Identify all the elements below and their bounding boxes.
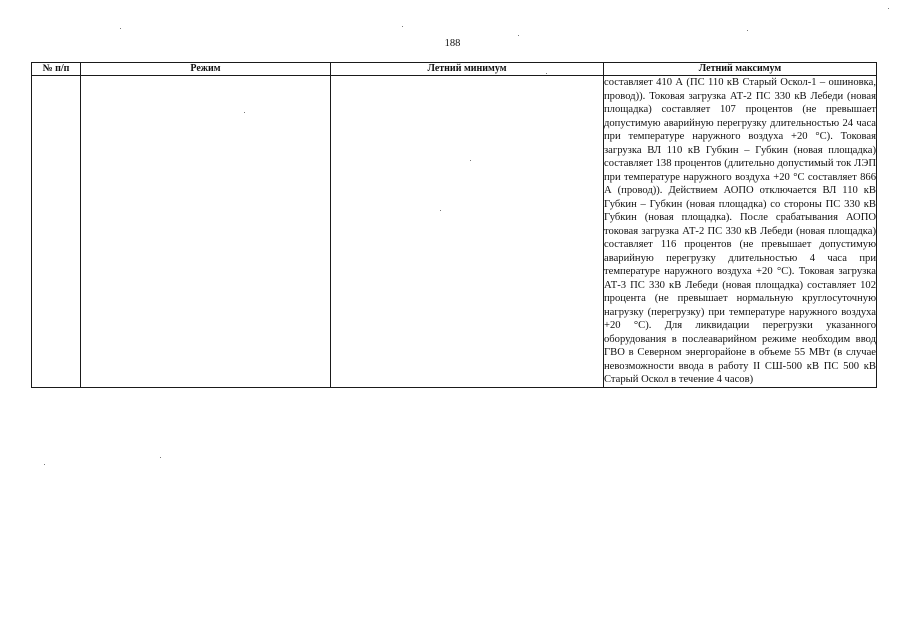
document-table bbox=[31, 62, 877, 388]
scan-speck bbox=[440, 210, 441, 211]
scan-speck bbox=[518, 35, 519, 36]
scan-speck bbox=[747, 30, 748, 31]
header-number: № п/п bbox=[32, 63, 81, 76]
scan-speck bbox=[120, 28, 121, 29]
header-summer-min: Летний минимум bbox=[331, 63, 604, 76]
scan-speck bbox=[44, 464, 45, 465]
table-row bbox=[32, 76, 877, 388]
scan-speck bbox=[402, 26, 403, 27]
scan-speck bbox=[470, 160, 471, 161]
table-header-row bbox=[32, 63, 877, 76]
page-number: 188 bbox=[444, 38, 461, 49]
scan-speck bbox=[888, 8, 889, 9]
cell-summer-max: составляет 410 А (ПС 110 кВ Старый Оскол-1 – ошиновка, провод)). Токовая загрузка АТ-2 ПС 330 кВ Лебеди (новая площадка) составляет 107 процентов (не превышает допустимую аварийную перегрузку длительностью 24 часа при температуре наружного воздуха +20 °С). Токовая загрузка ВЛ 110 кВ Губкин – Губкин (новая площадка) составляет 138 процентов (длительно допустимый ток ЛЭП при температуре наружного воздуха +20 °С составляет 866 А (провод)). Действием АОПО отключается ВЛ 110 кВ Губкин – Губкин (новая площадка) со стороны ПС 330 кВ Губкин (новая площадка). После срабатывания АОПО токовая загрузка АТ-2 ПС 330 кВ Лебеди (новая площадка) составляет 116 процентов (не превышает допустимую аварийную перегрузку длительностью 4 часа при температуре наружного воздуха +20 °С). Токовая загрузка АТ-3 ПС 330 кВ Лебеди (новая площадка) составляет 102 процента (не превышает нормальную круглосуточную нагрузку (перегрузку) при температуре наружного воздуха +20 °С). Для ликвидации перегрузки указанного оборудования в послеаварийном режиме необходим ввод ГВО в Северном энергорайоне в объеме 55 МВт (в случае невозможности ввода в работу II СШ-500 кВ ПС 500 кВ Старый Оскол в течение 4 часов) bbox=[604, 77, 876, 385]
cell-summer-min bbox=[331, 76, 604, 388]
header-summer-max: Летний максимум bbox=[604, 63, 877, 76]
scan-speck bbox=[160, 457, 161, 458]
scan-speck bbox=[244, 112, 245, 113]
header-mode: Режим bbox=[81, 63, 331, 76]
cell-mode bbox=[81, 76, 331, 388]
cell-number bbox=[32, 76, 81, 388]
scan-speck bbox=[546, 73, 547, 74]
